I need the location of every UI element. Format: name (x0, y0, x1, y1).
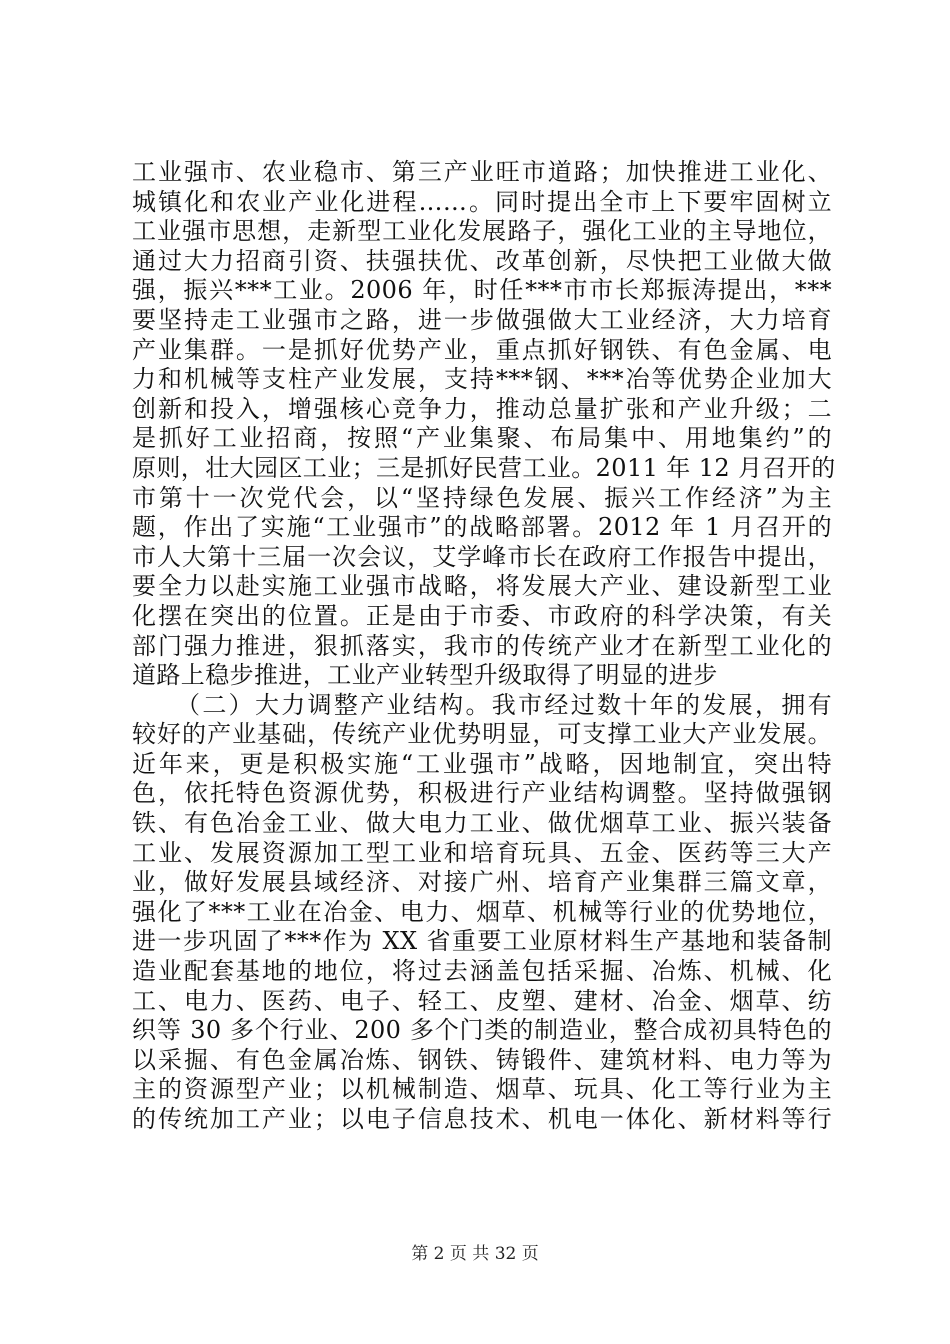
text-line: 以采掘、有色金属冶炼、钢铁、铸锻件、建筑材料、电力等为 (132, 1045, 832, 1074)
page-number-footer: 第 2 页 共 32 页 (411, 1244, 539, 1264)
text-line: 市第十一次党代会，以“坚持绿色发展、振兴工作经济”为主 (132, 483, 832, 512)
text-line: 城镇化和农业产业化进程……。同时提出全市上下要牢固树立 (132, 187, 832, 216)
text-line: 近年来，更是积极实施“工业强市”战略，因地制宜，突出特 (132, 749, 832, 778)
text-line: 色，依托特色资源优势，积极进行产业结构调整。坚持做强钢 (132, 779, 832, 808)
text-line: 化摆在突出的位置。正是由于市委、市政府的科学决策，有关 (132, 601, 832, 630)
body-text (132, 158, 836, 1135)
text-line: 通过大力招商引资、扶强扶优、改革创新，尽快把工业做大做 (132, 246, 832, 275)
text-line: 铁、有色冶金工业、做大电力工业、做优烟草工业、振兴装备 (132, 809, 832, 838)
text-line: 工业、发展资源加工型工业和培育玩具、五金、医药等三大产 (132, 838, 832, 867)
text-line: 题，作出了实施“工业强市”的战略部署。2012 年 1 月召开的 (132, 513, 832, 542)
text-line: 强化了***工业在冶金、电力、烟草、机械等行业的优势地位， (132, 897, 832, 926)
text-line: 原则，壮大园区工业；三是抓好民营工业。2011 年 12 月召开的 (132, 453, 836, 482)
text-line: 的传统加工产业；以电子信息技术、机电一体化、新材料等行 (132, 1105, 832, 1133)
text-line: 主的资源型产业；以机械制造、烟草、玩具、化工等行业为主 (132, 1075, 832, 1104)
text-line: 创新和投入，增强核心竞争力，推动总量扩张和产业升级；二 (132, 394, 832, 423)
text-line: 工业强市、农业稳市、第三产业旺市道路；加快推进工业化、 (132, 158, 832, 186)
text-line: 工、电力、医药、电子、轻工、皮塑、建材、冶金、烟草、纺 (132, 986, 832, 1015)
section-heading-line: （二）大力调整产业结构。我市经过数十年的发展，拥有 (176, 690, 832, 719)
text-line: 产业集群。一是抓好优势产业，重点抓好钢铁、有色金属、电 (132, 335, 832, 364)
text-line: 是抓好工业招商，按照“产业集聚、布局集中、用地集约”的 (132, 424, 832, 453)
text-line: 造业配套基地的地位，将过去涵盖包括采掘、冶炼、机械、化 (132, 957, 832, 986)
text-line: 较好的产业基础，传统产业优势明显，可支撑工业大产业发展。 (132, 720, 832, 749)
text-line: 业，做好发展县域经济、对接广州、培育产业集群三篇文章， (132, 868, 832, 897)
text-line: 要坚持走工业强市之路，进一步做强做大工业经济，大力培育 (132, 305, 832, 334)
text-line: 强，振兴***工业。2006 年，时任***市市长郑振涛提出，*** (132, 276, 832, 305)
text-line: 市人大第十三届一次会议，艾学峰市长在政府工作报告中提出， (132, 542, 832, 571)
text-line: 工业强市思想，走新型工业化发展路子，强化工业的主导地位， (132, 217, 832, 246)
text-line: 部门强力推进，狠抓落实，我市的传统产业才在新型工业化的 (132, 631, 832, 660)
text-line: 织等 30 多个行业、200 多个门类的制造业，整合成初具特色的 (132, 1016, 832, 1045)
text-line: 力和机械等支柱产业发展，支持***钢、***冶等优势企业加大 (132, 365, 832, 394)
text-line: 道路上稳步推进，工业产业转型升级取得了明显的进步 (132, 661, 718, 690)
text-line: 要全力以赴实施工业强市战略，将发展大产业、建设新型工业 (132, 572, 832, 601)
text-line: 进一步巩固了***作为 XX 省重要工业原材料生产基地和装备制 (132, 927, 832, 956)
